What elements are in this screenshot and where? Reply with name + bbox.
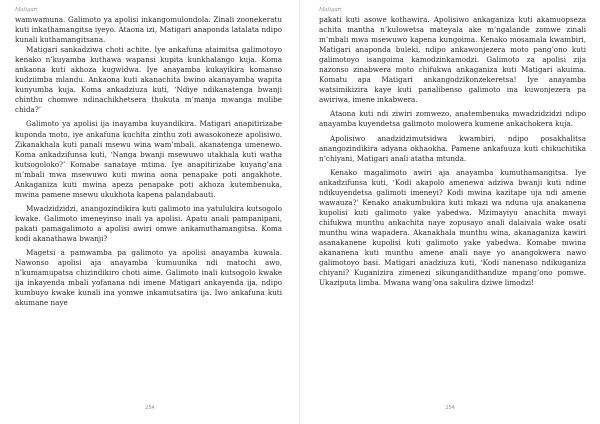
paragraph: Kenako magalimoto awiri aja anayamba kumuthamangitsa. Iye ankadzifunsa kuti, ‘Kodi akapolo amenewa adziwa bwanji kuti ndine ndikuyendetsa galimoti imeneyi? Kodi mwina kazitape uja ndi amene wawauza?’ Kenako anakumbukira kuti mkazi wa nduna uja anakanena kupolisi kuti galimoto yake yabedwa. Mzimayiyu anachita mwayi chifukwa munthu ankachita naye zopusayo anali dalaivala wake osati munthu wina wapadera. Akanakhala munthu wina, akanaganiza kawiri asanakanene kupolisi kuti galimoto yake yabedwa. Komabe mwina akananena kuti munthu amene anali naye yo anangokwera nawo galimotoyo basi. Matigari anadziuza kuti, ‘Kodi nanenaso ndikuganiza chiyani? Kuganizira zimenezi sikungandithandize mpang’ono pomwe. Ukaziputa limba. Mwana wang’ona sakulira dziwe limodzi!	[319, 167, 586, 288]
paragraph: Magetsi a pamwamba pa galimoto ya apolisi anayamba kuwala. Nawonso apolisi aja anayamba kumuunika ndi matochi awo, n’kumamupatsa chizindikiro choti aime. Galimoto inali kutsogolo kwake ija inkayenda mbali yofanana ndi imene Matigari ankayenda ija, ndipo kumbuyo kwake kunali ina yomwe inkamutsatira ija. Iwo ankafuna kuti akumane naye	[15, 248, 282, 308]
paragraph: Ataona kuti ndi ziwiri zomwezo, anatembenuka mwadzidzidzi ndipo anayamba kuyendetsa galimoto molowera kumene ankachokera kuja.	[319, 109, 586, 129]
running-head-left: Matigari	[15, 7, 38, 13]
paragraph: Matigari sankadziwa choti achite. Iye ankafuna ataimitsa galimotoyo kenako n’kuyamba kuthawa wapansi kupita kunkhalango kuja. Koma ankaona kuti akhoza kugwidwa. Iye anayamba kukayikira komanso kudziimba mlandu. Ankaona kuti akanachita bwino akanayamba wapita kunyumba kuja. Koma ankadziuza kuti, ‘Ndiye ndikanatenga bwanji chinthu chomwe ndinachikhetsera thukuta m’manja mwanga mulibe chida?’	[15, 45, 282, 115]
paragraph: pakati kuti asowe kothawira. Apolisiwo ankaganiza kuti akamuopseza achita mantha n’kulowetsa mateyala ake m’ngalande zomwe zinali m’mbali mwa msewuwo kapena kungoima. Kenako mosamala kwambiri, Matigari anaponda buleki, ndipo ankawonjezera moto pang’ono kuti galimotoyo isangoima kamodzinkamodzi. Galimoto za apolisi zija nazonso zinabwera moto chifukwa ankaganiza kuti Matigari akuima. Komatu apa Matigari ankangodzikonzekeretsa! Iye anayamba watsimikizira kaye kuti panalibenso galimoto ina kuwonjezera pa awiriwa, imene inkabwera.	[319, 15, 586, 105]
right-body-text	[319, 15, 586, 288]
paragraph: Apolisiwo anadzidzimutsidwa kwambiri, ndipo posakhalitsa anangozindikira adyana okhaokha. Pamene ankafuuza kuti chikuchitika n’chiyani, Matigari anali atatha mtunda.	[319, 133, 586, 163]
running-head-right: Matigari	[319, 7, 342, 13]
paragraph: Galimoto ya apolisi ija inayamba kuyandikira. Matigari anapitirizabe kuponda moto, iye ankafuna kuchita zinthu zoti awasokoneze apolisiwo. Zikanakhala kuti panali msewu wina wam’mbali, akanatenga umenewo. Koma ankadzifunsa kuti, ‘Nanga bwanji msewuwo utakhala kuti watha kutsogoloko?’ Komabe sanataye mtima. Iye anapitirizabe kuyang’ana m’mbali mwa msewuwo kuti mwina aona penapake poti angakhote. Ankaganiza kuti mwina apeza penapake poti akhoza kutembenuka, mwina pamene msewu ukukhota kapena palandabauti.	[15, 119, 282, 199]
page-number-right: 254	[445, 406, 455, 411]
page-number-left: 254	[145, 406, 155, 411]
paragraph: Mwadzidzidzi, anangozindikira kuti galimoto ina yatulukira kutsogolo kwake. Galimoto imeneyinso inali ya apolisi. Apatu anali pampanipani, pakati pamagalimoto a apolisi awiri omwe ankamuthamangitsa. Koma kodi akanathawa bwanji?	[15, 203, 282, 243]
right-page	[300, 0, 600, 424]
left-body-text	[15, 15, 282, 308]
paragraph: wamwamuna. Galimoto ya apolisi inkangomulondola. Zinali zoonekeratu kuti inkathamangitsa iyeyo. Ataona izi, Matigari anaponda latalata ndipo kunali kuthamangitsana.	[15, 15, 282, 45]
